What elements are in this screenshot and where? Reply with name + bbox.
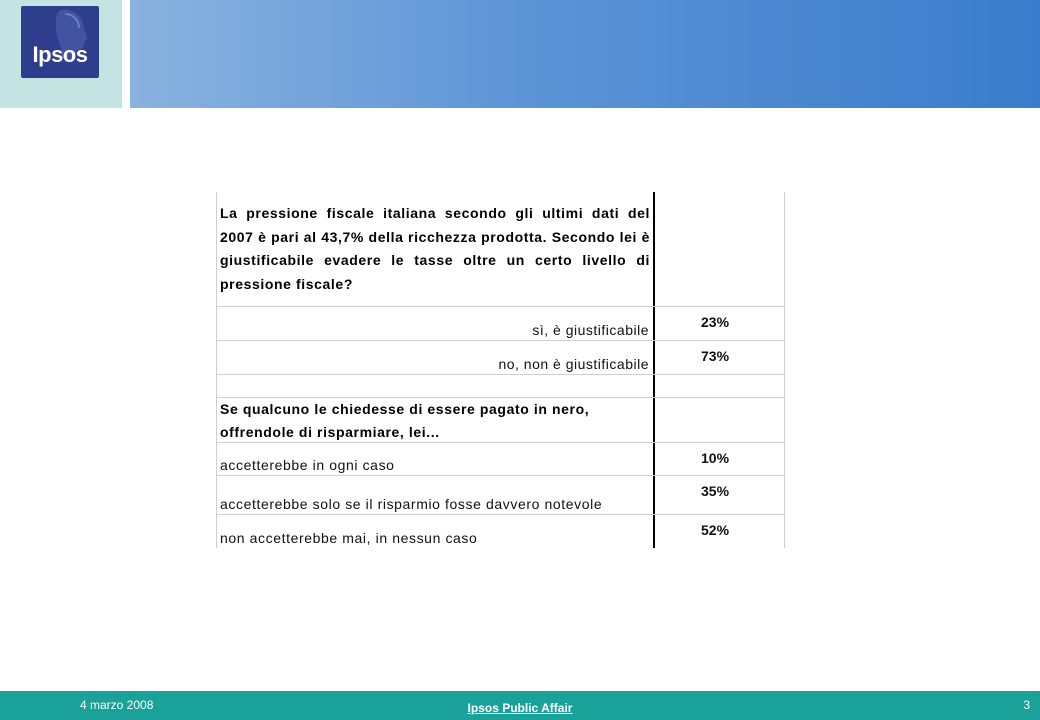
answer-value: 10% xyxy=(701,450,730,466)
answer-label: accetterebbe solo se il risparmio fosse davvero notevole xyxy=(220,496,603,512)
answer-value: 73% xyxy=(701,348,730,364)
spacer-row xyxy=(217,375,784,398)
logo-text: Ipsos xyxy=(32,42,88,67)
value-cell xyxy=(653,341,784,374)
answer-cell xyxy=(217,307,653,340)
survey-table xyxy=(216,192,785,548)
header-band xyxy=(130,0,1040,108)
logo-panel xyxy=(0,0,122,108)
question-1-text: La pressione fiscale italiana secondo gli ultimi dati del 2007 è pari al 43,7% della ricchezza prodotta. Secondo lei è giustificabile evadere le tasse oltre un certo livello di pressione fiscale? xyxy=(220,205,650,292)
table-row xyxy=(217,341,784,375)
question-row-2 xyxy=(217,398,784,443)
answer-label: accetterebbe in ogni caso xyxy=(220,457,395,473)
table-row xyxy=(217,443,784,476)
answer-label: no, non è giustificabile xyxy=(498,356,649,372)
answer-label: non accetterebbe mai, in nessun caso xyxy=(220,530,478,546)
value-cell-empty xyxy=(653,398,784,442)
table-row xyxy=(217,307,784,341)
empty-cell xyxy=(217,375,653,397)
answer-cell xyxy=(217,476,653,514)
value-cell xyxy=(653,476,784,514)
footer-company-link[interactable]: Ipsos Public Affair xyxy=(467,701,573,715)
footer-date: 4 marzo 2008 xyxy=(80,698,154,712)
page-number: 3 xyxy=(1023,698,1030,712)
answer-value: 23% xyxy=(701,314,730,330)
value-cell xyxy=(653,443,784,475)
table-row xyxy=(217,515,784,548)
footer-bar xyxy=(0,691,1040,720)
value-cell xyxy=(653,307,784,340)
answer-cell xyxy=(217,341,653,374)
question-2-text: Se qualcuno le chiedesse di essere pagato in nero, offrendole di risparmiare, lei... xyxy=(220,401,590,440)
question-cell xyxy=(217,192,653,306)
ipsos-logo xyxy=(21,6,99,78)
answer-cell xyxy=(217,443,653,475)
value-cell xyxy=(653,515,784,548)
question-row-1 xyxy=(217,192,784,307)
value-cell-empty xyxy=(653,192,784,306)
table-row xyxy=(217,476,784,515)
answer-cell xyxy=(217,515,653,548)
answer-label: sì, è giustificabile xyxy=(532,322,649,338)
answer-value: 52% xyxy=(701,522,730,538)
answer-value: 35% xyxy=(701,483,730,499)
question-cell xyxy=(217,398,653,442)
value-cell-empty xyxy=(653,375,784,397)
